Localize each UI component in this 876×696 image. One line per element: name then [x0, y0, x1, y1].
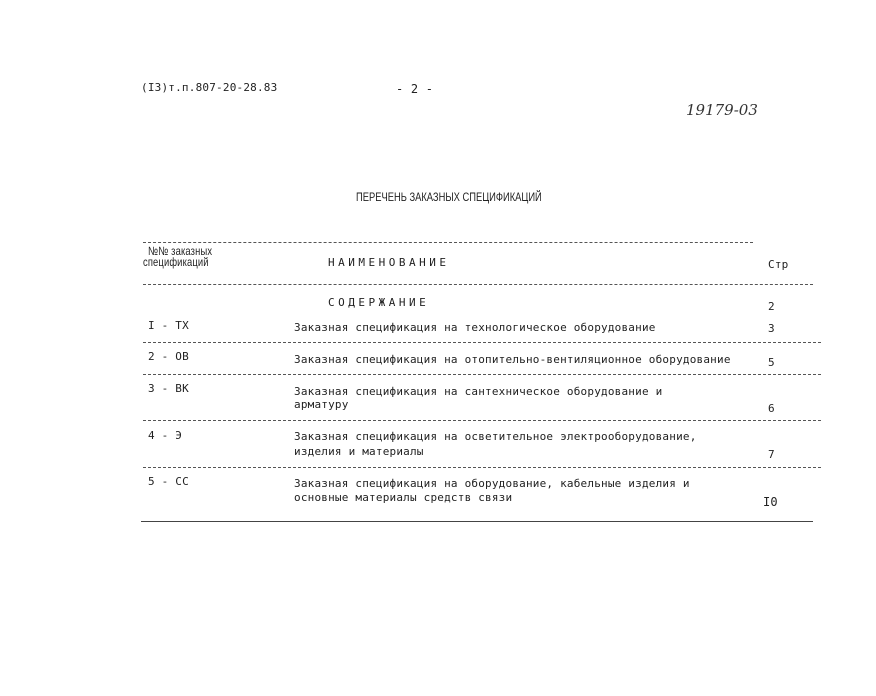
table-bottom-rule — [141, 521, 813, 522]
spec-name-continuation: основные материалы средств связи — [294, 491, 513, 504]
spec-name-continuation: арматуру — [294, 398, 349, 411]
archive-number: 19179-03 — [686, 101, 758, 119]
spec-number: 4 - Э — [148, 429, 183, 442]
row-divider — [143, 374, 821, 375]
spec-name: Заказная спецификация на осветительное электрооборудование, — [294, 430, 697, 443]
spec-name-continuation: изделия и материалы — [294, 445, 424, 458]
spec-number: 3 - ВК — [148, 382, 189, 395]
spec-name: Заказная спецификация на технологическое оборудование — [294, 321, 656, 334]
spec-page: I0 — [763, 495, 778, 509]
column-header-number-line1: №№ заказных — [148, 244, 213, 258]
spec-name: Заказная спецификация на оборудование, кабельные изделия и — [294, 477, 690, 490]
spec-page: 5 — [768, 356, 775, 369]
contents-label: СОДЕРЖАНИЕ — [328, 296, 430, 309]
spec-number: 2 - ОВ — [148, 350, 189, 363]
contents-page: 2 — [768, 300, 775, 313]
column-header-name: НАИМЕНОВАНИЕ — [328, 256, 450, 269]
row-divider — [143, 342, 821, 343]
page-marker: - 2 - — [396, 82, 434, 96]
header-bottom-rule — [143, 284, 813, 285]
row-divider — [143, 467, 821, 468]
column-header-page: Стр — [768, 258, 789, 271]
spec-number: 5 - СС — [148, 475, 189, 488]
document-code: (ІЗ)т.п.807-20-28.83 — [141, 81, 278, 94]
table-top-rule — [143, 242, 753, 243]
spec-page: 6 — [768, 402, 775, 415]
row-divider — [143, 420, 821, 421]
spec-page: 3 — [768, 322, 775, 335]
spec-name: Заказная спецификация на сантехническое оборудование и — [294, 385, 663, 398]
spec-number: I - ТХ — [148, 319, 189, 332]
spec-name: Заказная спецификация на отопительно-вентиляционное оборудование — [294, 353, 731, 366]
spec-page: 7 — [768, 448, 775, 461]
document-title: ПЕРЕЧЕНЬ ЗАКАЗНЫХ СПЕЦИФИКАЦИЙ — [356, 190, 542, 204]
column-header-number-line2: спецификаций — [143, 255, 209, 269]
